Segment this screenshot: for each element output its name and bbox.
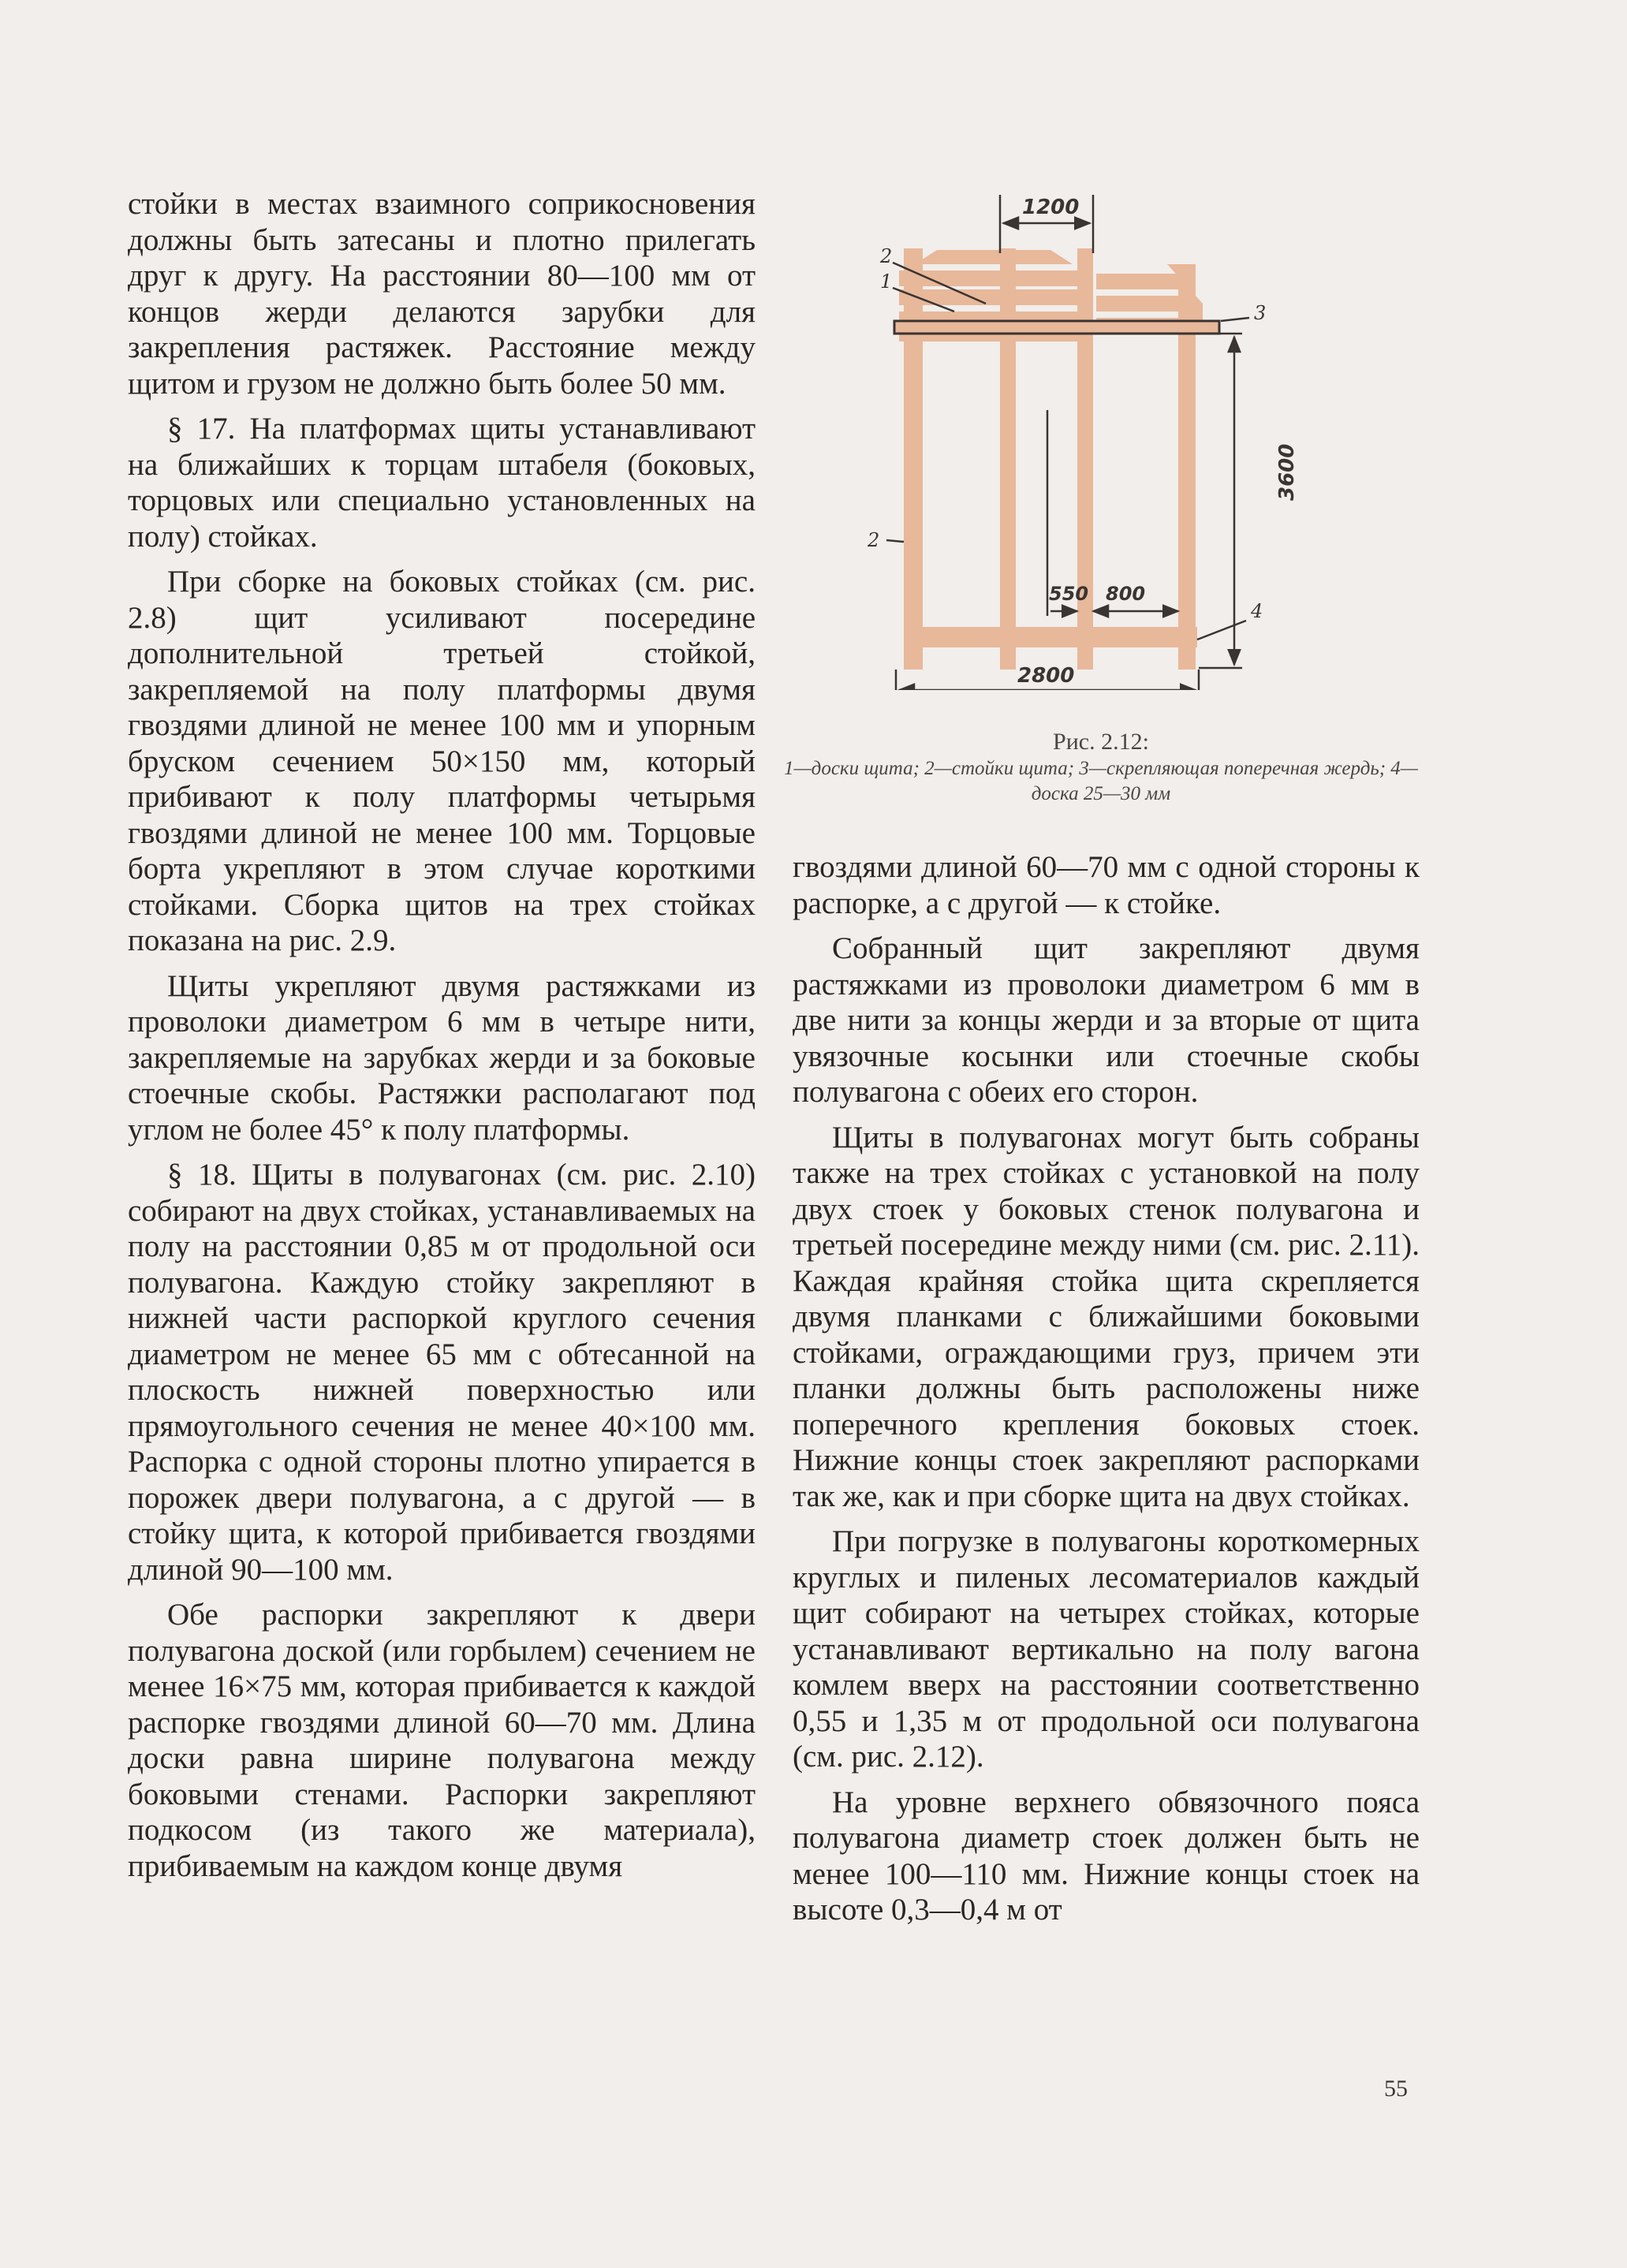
board-row xyxy=(1096,274,1183,289)
left-text-column xyxy=(128,186,756,1884)
page-number: 55 xyxy=(1384,2076,1408,2102)
shield-boards xyxy=(899,248,1203,670)
paragraph: стойки в местах взаимного соприкосновения должны быть затесаны и плотно прилегать друг к другу. На расстоянии 80—100 мм от концов жерди делаются зарубки для закрепления растяжек. Расстояние между щитом и грузом не должно быть более 50 мм. xyxy=(128,187,756,401)
cross-pole xyxy=(894,321,1219,334)
post-left xyxy=(904,248,923,670)
paragraph: На уровне верхнего обвязочного пояса полувагона диаметр стоек должен быть не менее 100—110 мм. Нижние концы стоек на высоте 0,3—0,4 м от xyxy=(793,1785,1420,1927)
paragraph: При сборке на боковых стойках (см. рис. 2.8) щит усиливают посередине дополнительной третьей стойкой, закрепляемой на полу платформы двумя гвоздями длиной не менее 100 мм и упорным бруском сечением 50×150 мм, который прибивают к полу платформы четырьмя гвоздями длиной не менее 100 мм. Торцовые борта укрепляют в этом случае короткими стойками. Сборка щитов на трех стойках показана на рис. 2.9. xyxy=(128,565,756,957)
callout-1: 1 xyxy=(880,270,893,293)
figure-caption xyxy=(767,729,1435,807)
post-inner-right xyxy=(1077,248,1093,670)
paragraph: Щиты в полувагонах могут быть собраны также на трех стойках с установкой на полу двух стоек у боковых стенок полувагона и третьей посередине между ними (см. рис. 2.11). Каждая крайняя стойка щита скрепляется двумя планками с ближайшими боковыми стойками, ограждающими груз, причем эти планки должны быть расположены ниже поперечного крепления боковых стоек. Нижние концы стоек закрепляют распорками так же, как и при сборке щита на двух стойках. xyxy=(793,1120,1420,1513)
callout-2-side: 2 xyxy=(868,529,880,551)
caption-title: Рис. 2.12: xyxy=(1053,729,1149,755)
paragraph: Собранный щит закрепляют двумя растяжками из проволоки диаметром 6 мм в две нити за концы жерди и за вторые от щита увязочные косынки или стоечные скобы полувагона с обеих его сторон. xyxy=(793,931,1420,1109)
paragraph: Щиты укрепляют двумя растяжками из проволоки диаметром 6 мм в четыре нити, закрепляемые на зарубках жерди и за боковые стоечные скобы. Растяжки располагают под углом не более 45° к полу платформы. xyxy=(128,968,756,1147)
top-board xyxy=(915,250,1073,264)
dim-bottom-width: 2800 xyxy=(1017,664,1075,688)
dim-inner-a: 550 xyxy=(1049,583,1089,605)
dim-top-width: 1200 xyxy=(1022,196,1080,219)
paragraph: § 17. На платформах щиты устанавливают на ближайших к торцам штабеля (боковых, торцовых или специально установленных на полу) стойках. xyxy=(128,412,756,554)
paragraph: § 18. Щиты в полувагонах (см. рис. 2.10) собирают на двух стойках, устанавливаемых на полу на расстоянии 0,85 м от продольной оси полувагона. Каждую стойку закрепляют в нижней части распоркой круглого сечения диаметром не менее 65 мм с обтесанной на плоскость нижней поверхностью или прямоугольного сечения не менее 40×100 мм. Распорка с одной стороны плотно упирается в порожек двери полувагона, а с другой — в стойку щита, к которой прибивается гвоздями длиной 90—100 мм. xyxy=(128,1158,756,1587)
board-row xyxy=(899,289,1088,305)
paragraph: При погрузке в полувагоны короткомерных круглых и пиленых лесоматериалов каждый щит собирают на четырех стойках, которые устанавливают вертикально на полу вагона комлем вверх на расстоянии соответственно 0,55 и 1,35 м от продольной оси полувагона (см. рис. 2.12). xyxy=(793,1524,1420,1774)
callout-4: 4 xyxy=(1251,600,1263,622)
figure-2-12-shield-drawing xyxy=(868,185,1309,690)
post-inner-left xyxy=(1000,248,1016,670)
bottom-board xyxy=(904,627,1197,647)
callout-2-top: 2 xyxy=(880,245,893,267)
paragraph: гвоздями длиной 60—70 мм с одной стороны к распорке, а с другой — к стойке. xyxy=(793,850,1420,920)
board-row xyxy=(1096,296,1191,311)
paragraph: Обе распорки закрепляют к двери полувагона доской (или горбылем) сечением не менее 16×75 мм, которая прибивается к каждой распорке гвоздями длиной 60—70 мм. Длина доски равна ширине полувагона между боковыми стенами. Распорки закрепляют подкосом (из такого же материала), прибиваемым на каждом конце двумя xyxy=(128,1598,756,1883)
dim-height: 3600 xyxy=(1275,443,1299,501)
dim-inner-b: 800 xyxy=(1106,583,1146,605)
caption-legend: 1—доски щита; 2—стойки щита; 3—скрепляющая поперечная жердь; 4—доска 25—30 мм xyxy=(783,758,1419,804)
right-text-column xyxy=(793,849,1420,1928)
callout-3: 3 xyxy=(1254,302,1267,324)
